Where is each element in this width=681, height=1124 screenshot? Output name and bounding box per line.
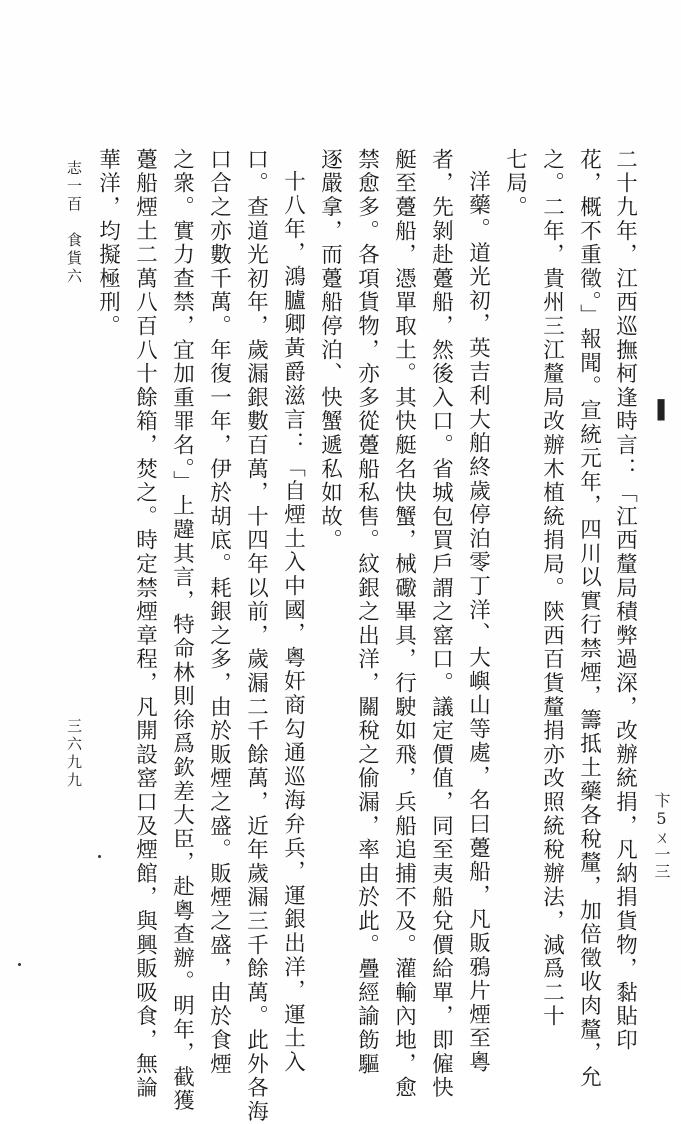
top-right-mark: ▌ — [654, 400, 675, 421]
text-column-5: 洋藥。道光初，英吉利大舶終歲停泊零丁洋、大嶼山等處，名曰躉船，凡販鴉片煙至粵 — [465, 170, 491, 1075]
text-column-14: 躉船煙土二萬八百八十餘箱，焚之。時定禁煙章程，凡開設窰口及煙館，與興販吸食，無論 — [132, 148, 158, 1100]
text-column-10: 十八年，鴻臚卿黃爵滋言：「自煙土入中國，粵奸商勾通巡海弁兵，運銀出洋，運土入 — [280, 170, 306, 1075]
text-column-13: 之衆。實力查禁，宜加重罪名。」上韙其言，特命林則徐爲欽差大臣，赴粵查辦。明年，截獲 — [169, 148, 195, 1114]
text-column-6: 者，先剝赴躉船，然後入口。省城包買戶謂之窰口。議定價值，同至夷船兌價給單，即僱快 — [428, 148, 454, 1100]
text-column-2: 花，概不重徵。」報聞。宣統元年，四川以實行禁煙，籌抵土藥各稅釐，加倍徵收肉釐，允 — [576, 148, 602, 1090]
right-edge-code: 卞5ㄨ一三 — [652, 792, 671, 880]
text-column-7: 艇至躉船，憑單取土。其快艇名快蟹，械礮畢具，行駛如飛，兵船追捕不及。灌輸內地，愈 — [391, 148, 417, 1100]
page-number: 三六九九 — [65, 718, 83, 790]
text-column-3: 之。二年，貴州三江釐局改辦木植統捐局。陝西百貨釐捐亦改照統稅辦法，減爲二十 — [539, 148, 565, 1029]
text-column-9: 逐嚴拿，而躉船停泊、快蟹遞私如故。 — [317, 148, 343, 553]
scan-speck — [98, 855, 101, 858]
scan-speck — [18, 963, 21, 966]
book-section-label: 志一百 食貨六 — [65, 160, 83, 286]
text-column-11: 口。查道光初年，歲漏銀數百萬，十四年以前，歲漏二千餘萬，近年歲漏三千餘萬。此外各海 — [243, 148, 269, 1124]
text-column-4: 七局。 — [502, 148, 528, 220]
text-column-15: 華洋，均擬極刑。 — [95, 148, 121, 339]
text-column-12: 口合之亦數千萬。年復一年，伊於胡底。耗銀之多，由於販煙之盛。販煙之盛，由於食煙 — [206, 148, 232, 1077]
text-column-1: 二十九年，江西巡撫柯逢時言：「江西釐局積弊過深，改辦統捐，凡納捐貨物，黏貼印 — [612, 148, 638, 1053]
text-column-8: 禁愈多。各項貨物，亦多從躉船私售。紋銀之出洋，關稅之偷漏，率由於此。疊經諭飭驅 — [354, 148, 380, 1077]
